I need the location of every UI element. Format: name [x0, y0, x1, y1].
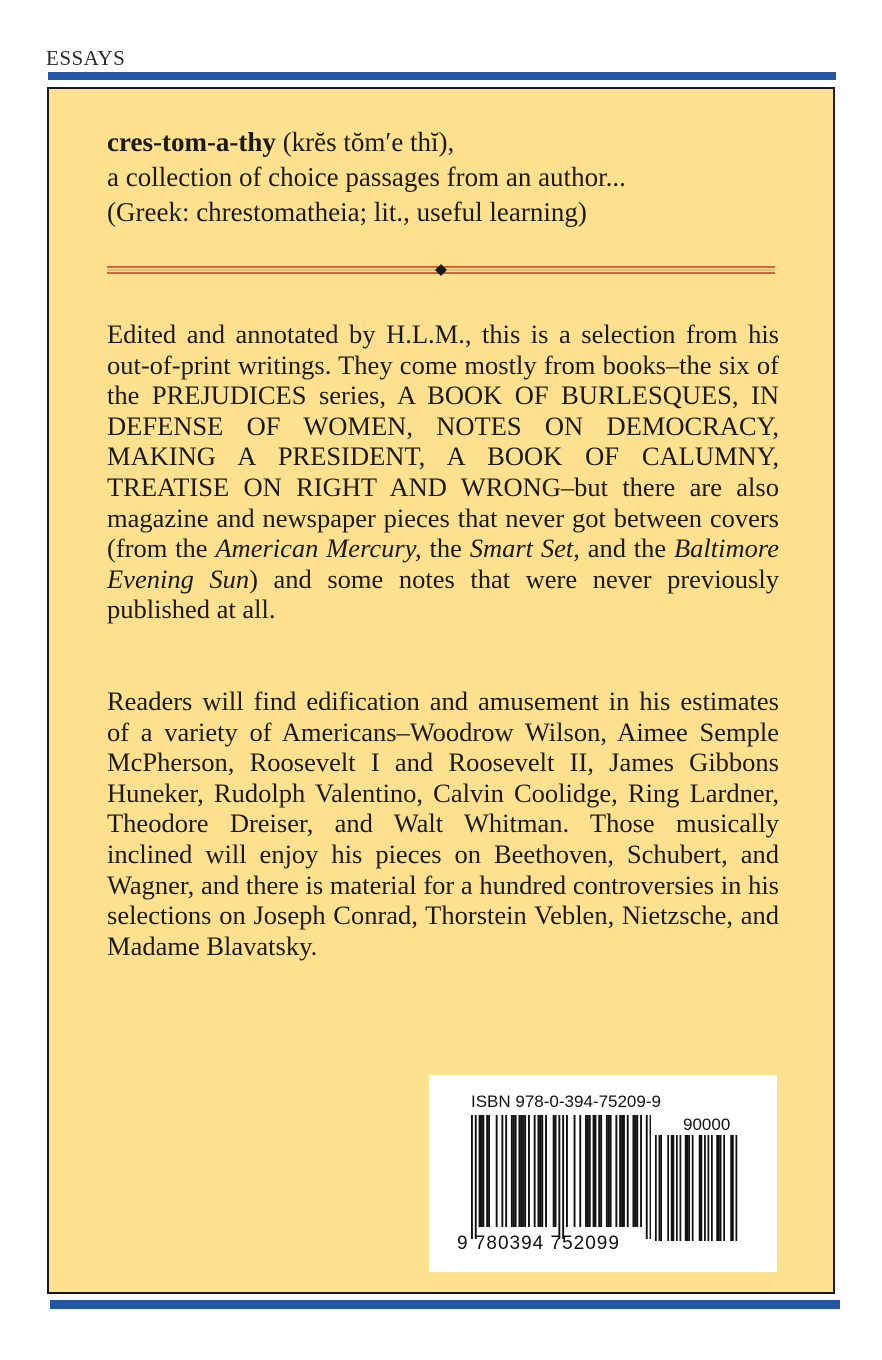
p1-italic-american-mercury: American Mercury,	[215, 533, 422, 564]
barcode-bar	[608, 1115, 610, 1227]
barcode-bar	[600, 1115, 602, 1227]
barcode-bar	[486, 1115, 488, 1227]
description-paragraph-2: Readers will find edification and amusement in his estimates of a variety of Americans–Woodrow Wilson, Aimee Semple McPherson, Roosevelt I and Roosevelt II, James Gibbons Huneker, Rudolph Valentino, Calvin Coolidge, Ring Lardner, Theodore Dreiser, and Walt Whitman. Those musically inclined will enjoy his pieces on Beethoven, Schubert, and Wagner, and there is material for a hundred controversies in his selections on Joseph Conrad, Thorstein Veblen, Nietzsche, and Madame Blavatsky.	[107, 686, 779, 961]
barcode-bar	[692, 1135, 694, 1241]
barcode-bar	[646, 1115, 648, 1239]
barcode-bar	[579, 1115, 581, 1227]
headword: cres-tom-a-thy	[107, 127, 276, 157]
category-label: ESSAYS	[46, 46, 126, 70]
barcode-bar	[515, 1115, 517, 1227]
barcode-bar	[711, 1135, 713, 1241]
barcode-bar	[558, 1115, 560, 1239]
barcode-bar	[505, 1115, 507, 1227]
barcode-bar	[688, 1135, 690, 1241]
barcode-bar	[524, 1115, 526, 1227]
barcode-bar	[701, 1135, 703, 1241]
barcode-bar	[680, 1135, 682, 1241]
barcode-bar	[667, 1135, 669, 1241]
barcode-bar	[723, 1135, 725, 1241]
ean13-barcode	[471, 1115, 651, 1245]
barcode-bar	[598, 1115, 600, 1227]
barcode-bar	[619, 1115, 621, 1227]
barcode-bar	[659, 1135, 661, 1241]
barcode-bar	[566, 1115, 568, 1227]
barcode-bar	[627, 1115, 629, 1227]
top-blue-rule	[48, 72, 836, 80]
barcode-bar	[720, 1135, 722, 1241]
pronunciation: (krĕs tŏm′e thĭ),	[275, 127, 455, 157]
ean-digits: 9 780394 752099	[457, 1233, 620, 1254]
barcode-bar	[595, 1115, 597, 1227]
barcode-bar	[482, 1115, 484, 1227]
barcode-bar	[610, 1115, 612, 1227]
barcode-bar	[685, 1135, 687, 1241]
barcode-bar	[481, 1115, 483, 1227]
barcode-bar	[673, 1135, 675, 1241]
definition-meaning: a collection of choice passages from an author...	[107, 162, 626, 192]
barcode-bar	[593, 1115, 595, 1227]
barcode-bar	[574, 1115, 576, 1227]
p1-italic-smart-set: Smart Set,	[469, 533, 580, 564]
barcode-bar	[606, 1115, 608, 1227]
barcode-bar	[538, 1115, 540, 1227]
barcode-bar	[562, 1115, 564, 1239]
barcode-bar	[732, 1135, 734, 1241]
barcode-bar	[623, 1115, 625, 1227]
barcode-bar	[520, 1115, 522, 1227]
price-code: 90000	[683, 1115, 731, 1134]
barcode-bar	[660, 1135, 662, 1241]
barcode-bar	[587, 1115, 589, 1227]
barcode-bar	[636, 1115, 638, 1227]
barcode-bar	[513, 1115, 515, 1227]
barcode-box	[429, 1075, 777, 1272]
barcode-bar	[621, 1115, 623, 1227]
barcode-bar	[718, 1135, 720, 1241]
barcode-bar	[555, 1115, 557, 1227]
definition-block	[107, 125, 747, 230]
barcode-bar	[650, 1115, 651, 1239]
barcode-bar	[716, 1135, 718, 1241]
barcode-bar	[687, 1135, 689, 1241]
p1-italic-baltimore-sun: Baltimore Evening Sun	[107, 533, 780, 594]
barcode-bar	[736, 1135, 738, 1241]
barcode-bar	[501, 1115, 503, 1227]
ornament-divider	[107, 264, 775, 276]
barcode-bar	[634, 1115, 636, 1227]
barcode-bar	[488, 1115, 490, 1227]
bottom-blue-rule	[50, 1300, 840, 1309]
barcode-bar	[475, 1115, 477, 1239]
definition-line-1	[107, 125, 747, 160]
barcode-bar	[479, 1115, 481, 1227]
barcode-bar	[699, 1135, 701, 1241]
barcode-bar	[496, 1115, 498, 1227]
barcode-bar	[528, 1115, 530, 1227]
p1-text-b: the	[421, 533, 470, 564]
isbn-text: ISBN 978-0-394-75209-9	[471, 1092, 661, 1111]
barcode-bar	[589, 1115, 591, 1227]
barcode-bar	[541, 1115, 543, 1227]
barcode-bar	[522, 1115, 524, 1227]
description-paragraph-1	[107, 319, 779, 625]
barcode-bar	[519, 1115, 521, 1227]
barcode-bar	[545, 1115, 547, 1227]
barcode-bar	[534, 1115, 536, 1227]
barcode-bar	[553, 1115, 555, 1227]
definition-etymology: (Greek: chrestomatheia; lit., useful learning)	[107, 197, 587, 227]
p1-text-a: Edited and annotated by H.L.M., this is a selection from his out-of-print writings. They come mostly from books–the six of the PREJUDICES series, A BOOK OF BURLESQUES, IN DEFENSE OF WOMEN, NOTES ON DEMOCRACY, MAKING A PRESIDENT, A BOOK OF CALUMNY, TREATISE ON RIGHT AND WRONG–but there are also magazine and newspaper pieces that never got between covers (from the	[107, 319, 779, 564]
barcode-bar	[633, 1115, 635, 1227]
barcode-bar	[676, 1135, 678, 1241]
p1-text-c: and the	[579, 533, 674, 564]
p1-text-d: ) and some notes that were never previously published at all.	[107, 563, 779, 625]
barcode-bar	[655, 1135, 657, 1241]
barcode-bar	[539, 1115, 541, 1227]
barcode-bar	[671, 1135, 673, 1241]
barcode-bar	[471, 1115, 473, 1239]
barcode-bar	[708, 1135, 710, 1241]
barcode-bar	[511, 1115, 513, 1227]
barcode-bar	[640, 1115, 642, 1227]
addon-barcode	[655, 1135, 741, 1245]
cover-panel	[47, 87, 835, 1294]
barcode-bar	[615, 1115, 617, 1227]
barcode-bar	[585, 1115, 587, 1227]
barcode-bar	[704, 1135, 706, 1241]
barcode-bar	[730, 1135, 732, 1241]
